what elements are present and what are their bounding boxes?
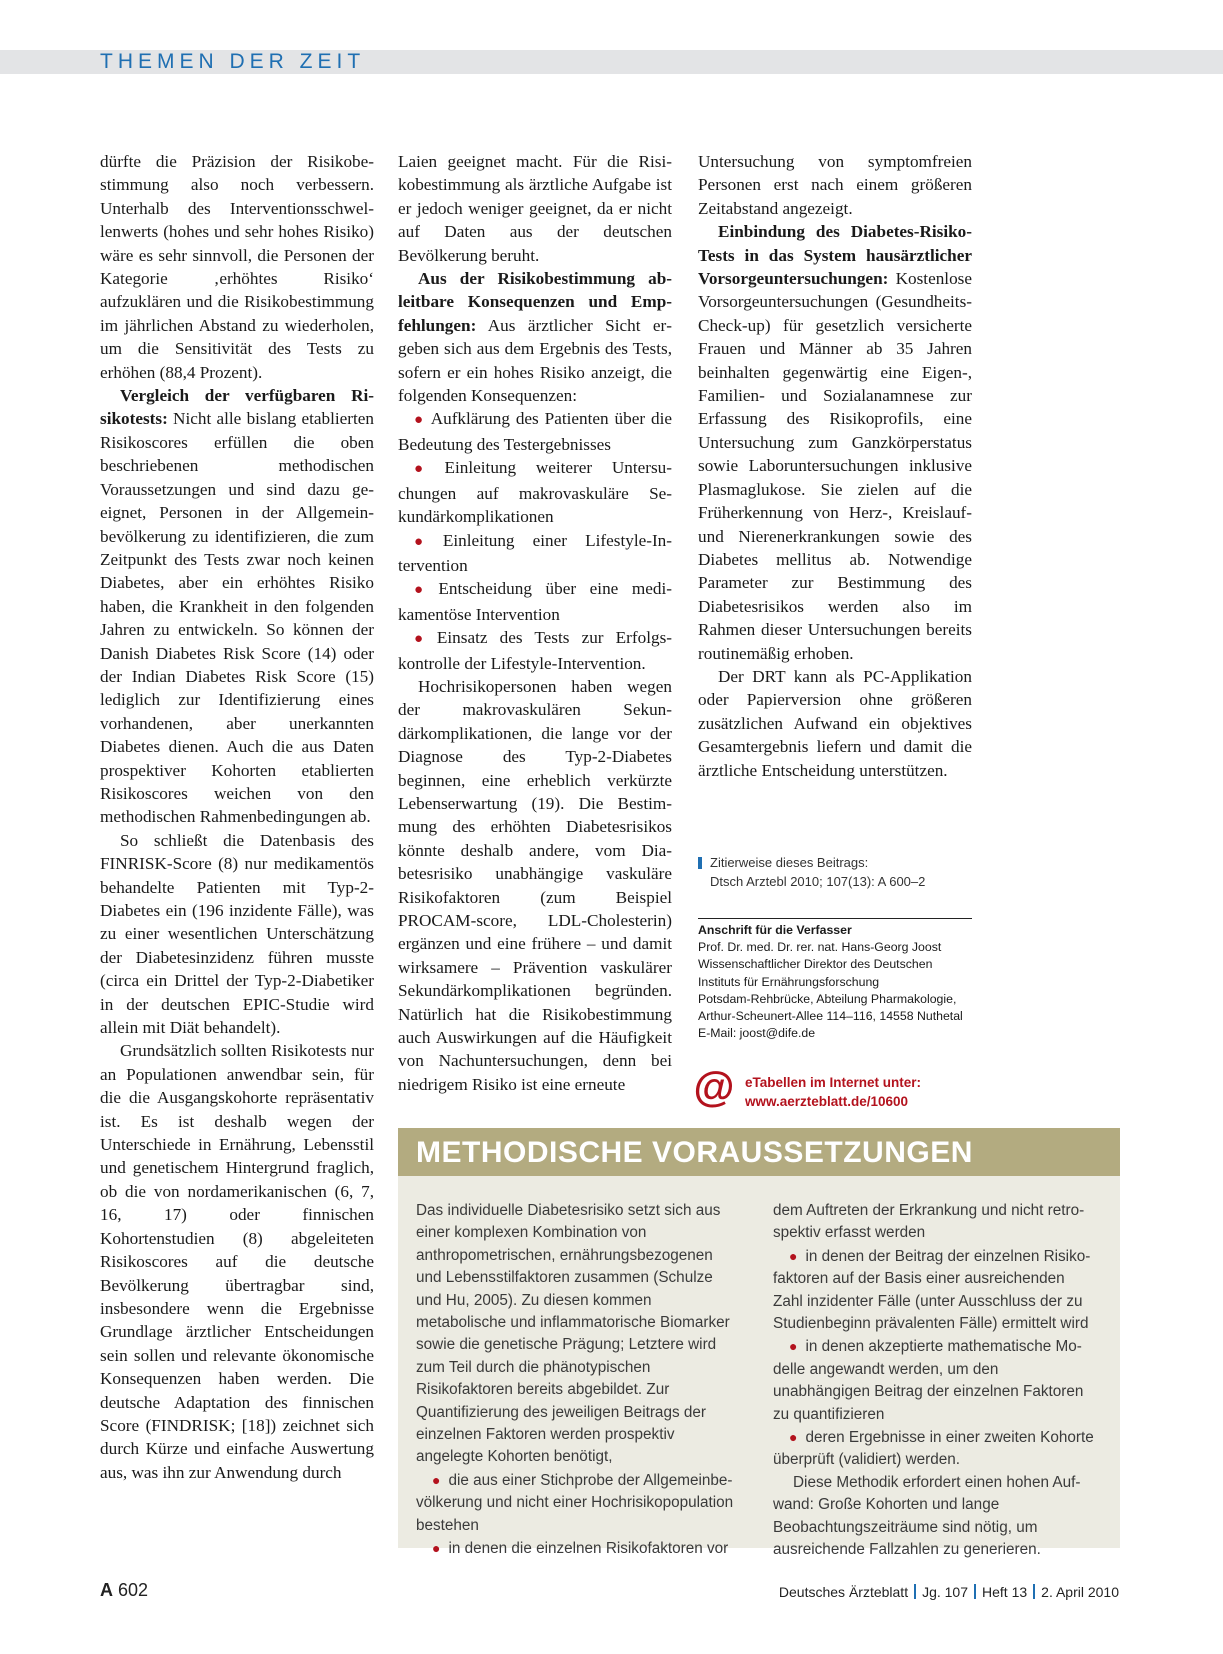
article-column-3 [698, 150, 972, 782]
paragraph: Laien geeignet macht. Für die Risikobestimmung als ärztliche Aufgabe ist er jedoch weniger geeignet, da er nicht auf Daten aus der deutschen Bevölkerung beruht. [398, 152, 672, 265]
paragraph: Vergleich der verfügbaren Risikotests: Nicht alle bislang etablierten Risikoscores erfüllen die oben beschriebenen methodischen Voraussetzungen und sind dazu geeignet, Personen in der Allgemeinbevölkerung zu identifizieren, die zum Zeitpunkt des Tests zwar noch keinen Diabetes, aber ein erhöhtes Risiko haben, die Krankheit in den folgenden Jahren zu entwickeln. So können der Danish Diabetes Risk Score (14) oder der Indian Diabetes Risk Score (15) lediglich zur Identifizierung eines vorhandenen, aber unerkannten Diabetes dienen. Auch die aus Daten prospektiver Kohorten etablierten Risikoscores weichen von den methodischen Rahmenbedingungen ab. [100, 386, 374, 827]
bullet-item: ● Entscheidung über eine medikamentöse Intervention [398, 579, 673, 624]
bullet-item: ● die aus einer Stichprobe der Allgemeinbevölkerung und nicht einer Hochrisikopopulation bestehen [416, 1471, 734, 1534]
paragraph: Aus der Risikobestimmung ableitbare Konsequenzen und Empfehlungen: Aus ärztlicher Sicht ergeben sich aus dem Ergebnis des Tests, sofern er ein hohes Risiko anzeigt, die folgenden Konsequenzen: [398, 269, 672, 406]
section-title: THEMEN DER ZEIT [100, 50, 366, 73]
journal-date: 2. April 2010 [1041, 1584, 1119, 1600]
author-address [698, 922, 978, 1042]
bullet-dot-icon: ● [414, 582, 433, 599]
bullet-item: ● in denen die einzelnen Risikofaktoren vor [432, 1540, 729, 1558]
bullet-dot-icon: ● [432, 1471, 441, 1488]
address-heading: Anschrift für die Verfasser [698, 923, 852, 937]
page-number-value: 602 [118, 1580, 149, 1600]
journal-name: Deutsches Ärzteblatt [778, 1584, 909, 1600]
paragraph: Hochrisikopersonen haben wegen der makrovaskulären Sekundärkomplikationen, die lange vor der Diagnose des Typ-2-Diabetes beginnen, eine erheblich verkürzte Lebenserwartung (19). Die Bestimmung des erhöhten Diabetesrisikos könnte deshalb andere, vom Diabetesrisiko unabhängige vaskuläre Risikofaktoren (zum Beispiel PROCAM-score, LDL-Cholesterin) ergänzen und eine frühere – und damit wirksamere – Prävention vaskulärer Sekundärkomplikationen begründen. Natürlich hat die Risikobestimmung auch Auswirkungen auf die Häufigkeit von Nachuntersuchungen, denn bei niedrigem Risiko ist eine erneute [398, 676, 672, 1094]
address-line: Potsdam-Rehbrücke, Abteilung Pharmakologie, [698, 991, 957, 1006]
article-column-2 [398, 150, 672, 1096]
box-column-1 [416, 1200, 738, 1561]
address-line: Wissenschaftlicher Direktor des Deutschen [698, 957, 933, 972]
bullet-dot-icon: ● [789, 1247, 798, 1264]
address-line: Prof. Dr. med. Dr. rer. nat. Hans-Georg Joost [698, 940, 942, 955]
bullet-dot-icon: ● [414, 631, 431, 648]
email-link[interactable]: E-Mail: joost@dife.de [698, 1026, 816, 1041]
at-sign-icon: @ [693, 1063, 735, 1110]
separator [974, 1584, 976, 1599]
address-line: Arthur-Scheunert-Allee 114–116, 14558 Nuthetal [698, 1009, 963, 1024]
bullet-item: ● in denen der Beitrag der einzelnen Risikofaktoren auf der Basis einer ausreichenden Zahl inzidenter Fälle (unter Ausschluss der zu Studienbeginn prävalenten Fälle) ermittelt wird [773, 1247, 1091, 1333]
paragraph-heading: Einbindung des Diabetes-Risiko-Tests in das System hausärztlicher Vorsorgeuntersuchungen: [698, 222, 972, 289]
citation-marker [698, 857, 702, 869]
box-header [398, 1128, 1120, 1176]
bullet-item: ● deren Ergebnisse in einer zweiten Kohorte überprüft (validiert) werden. [773, 1429, 1094, 1469]
bullet-item: ● Aufklärung des Patienten über die Bedeutung des Testergebnisses [398, 409, 673, 454]
journal-volume: Jg. 107 [922, 1584, 969, 1600]
paragraph: Der DRT kann als PC-Applikation oder Papierversion ohne größeren zusätzlichen Aufwand ein objektives Gesamtergebnis liefern und damit die ärztliche Entscheidung unterstützen. [698, 666, 972, 780]
journal-info [779, 1582, 1119, 1602]
paragraph: So schließt die Datenbasis des FINRISK-Score (8) nur medikamentös behandelte Patienten mit Typ-2-Diabetes ein (196 inzidente Fälle), was zu einer wesentlichen Unterschätzung der Diabetesinzidenz führen musste (circa ein Drittel der Typ-2-Diabetiker in der deutschen EPIC-Studie wird allein mit Diät behandelt). [100, 830, 374, 1038]
paragraph-heading: Aus der Risikobestimmung ableitbare Konsequenzen und Empfehlungen: [398, 269, 672, 335]
bullet-dot-icon: ● [432, 1540, 441, 1557]
bullet-dot-icon: ● [789, 1338, 798, 1355]
paragraph: dürfte die Präzision der Risikobestimmung also noch verbessern. Unterhalb des Interventionsschwellenwerts (hohes und sehr hohes Risiko) wäre es sehr sinnvoll, die Personen der Kategorie ‚erhöhtes Risiko‘ aufzuklären und die Risikobestimmung im jährlichen Abstand zu wiederholen, um die Sensitivität des Tests zu erhöhen (88,4 Prozent). [100, 152, 374, 382]
bullet-dot-icon: ● [414, 461, 439, 478]
divider [698, 918, 972, 919]
bullet-item: ● Einleitung weiterer Untersuchungen auf makrovaskuläre Sekundärkomplikationen [398, 458, 672, 527]
paragraph: Das individuelle Diabetesrisiko setzt sich aus einer komplexen Kombination von anthropometrischen, ernährungsbezogenen und Lebensstilfaktoren zusammen (Schulze und Hu, 2005). Zu diesen kommen metabolische und inflammatorische Biomarker sowie die genetische Prägung; Letztere wird zum Teil durch die phänotypischen Risikofaktoren bereits abgebildet. Zur Quantifizierung des jeweiligen Beitrags der einzelnen Faktoren werden prospektiv angelegte Kohorten benötigt, [416, 1202, 730, 1466]
box-title: METHODISCHE VORAUSSETZUNGEN [416, 1136, 973, 1169]
bullet-item: ● Einsatz des Tests zur Erfolgskontrolle der Lifestyle-Intervention. [398, 628, 673, 673]
box-column-2 [773, 1200, 1095, 1562]
bullet-dot-icon: ● [414, 533, 437, 550]
paragraph: Diese Methodik erfordert einen hohen Aufwand: Große Kohorten und lange Beobachtungszeiträume sind nötig, um ausreichende Fallzahlen zu generieren. [773, 1473, 1081, 1559]
paragraph: Untersuchung von symptomfreien Personen erst nach einem größeren Zeitabstand angezeigt. [698, 152, 972, 218]
page-number [100, 1578, 148, 1602]
paragraph: Einbindung des Diabetes-Risiko-Tests in das System hausärztlicher Vorsorgeuntersuchungen: Kostenlose Vorsorgeuntersuchungen (Gesundheits-Check-up) für gesetzlich versicherte Frauen und Männer ab 35 Jahren beinhalten gegenwärtig eine Eigen-, Familien- und Sozialanamnese zur Erfassung des Risikoprofils, eine Untersuchung zum Ganzkörperstatus sowie Laboruntersuchungen inklusive Plasmaglukose. Sie zielen auf die Früherkennung von Herz-, Kreislauf- und Nierenerkrankungen sowie des Diabetes mellitus ab. Notwendige Parameter zur Bestimmung des Diabetesrisikos werden also im Rahmen dieser Untersuchungen bereits routinemäßig erhoben. [698, 222, 972, 663]
methodology-box [398, 1128, 1120, 1559]
journal-issue: Heft 13 [982, 1584, 1028, 1600]
bullet-dot-icon: ● [414, 412, 425, 429]
citation-reference: Dtsch Arztebl 2010; 107(13): A 600–2 [710, 874, 926, 889]
etabellen-label: eTabellen im Internet unter: [745, 1075, 922, 1090]
address-line: Instituts für Ernährungsforschung [698, 974, 880, 989]
separator [1033, 1584, 1035, 1599]
paragraph: dem Auftreten der Erkrankung und nicht retrospektiv erfasst werden [773, 1202, 1085, 1242]
bullet-dot-icon: ● [789, 1429, 798, 1446]
etabellen-link[interactable]: www.aerzteblatt.de/10600 [745, 1094, 909, 1109]
citation-note [698, 853, 972, 891]
bullet-item: ● Einleitung einer Lifestyle-Intervention [398, 530, 672, 575]
etabellen-note [745, 1073, 921, 1111]
page-prefix: A [100, 1580, 113, 1600]
paragraph-heading: Vergleich der verfügbaren Risikotests: [100, 386, 374, 429]
bullet-item: ● in denen akzeptierte mathematische Modelle angewandt werden, um den unabhängigen Beitrag der einzelnen Faktoren zu quantifizieren [773, 1338, 1084, 1423]
citation-line: Zitierweise dieses Beitrags: [710, 855, 869, 870]
article-column-1 [100, 150, 374, 1484]
separator [914, 1584, 916, 1599]
paragraph: Grundsätzlich sollten Risikotests nur an Populationen anwendbar sein, für die die Ausgangskohorte repräsentativ ist. Es ist deshalb wegen der Unterschiede in Ernährung, Lebensstil und genetischem Hintergrund fraglich, ob die von nordamerikanischen (6, 7, 16, 17) oder finnischen Kohortenstudien (8) abgeleiteten Risikoscores auf die deutsche Bevölkerung übertragbar sind, insbesondere wenn die Ergebnisse Grundlage ärztlicher Entscheidungen sein sollen und relevante ökonomische Konsequenzen haben werden. Die deutsche Adaptation des finnischen Score (FINDRISK; [18]) zeichnet sich durch Kürze und einfache Auswertung aus, was ihn zur Anwendung durch [100, 1041, 374, 1482]
